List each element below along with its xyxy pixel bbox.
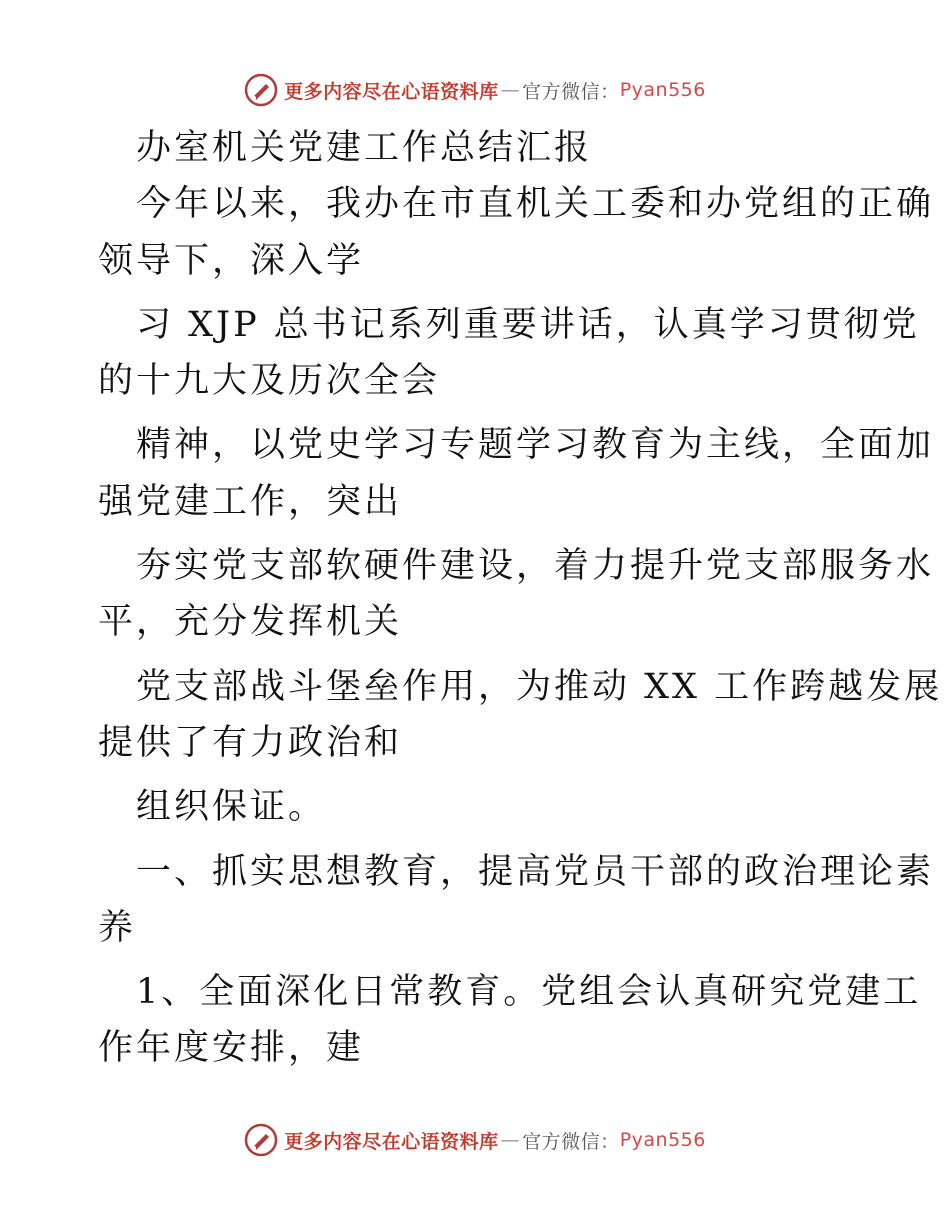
paragraph-line: 组织保证。	[136, 787, 327, 828]
section-heading: 养	[98, 907, 137, 948]
pen-logo-icon	[244, 1123, 278, 1157]
watermark-wechat-id: Pyan556	[619, 1129, 706, 1151]
paragraph-line: 领导下，深入学	[98, 240, 365, 281]
paragraph-line: 强党建工作，突出	[98, 481, 403, 522]
watermark-separator: —	[500, 1129, 521, 1151]
paragraph-line: 提供了有力政治和	[98, 722, 403, 763]
watermark-footer	[0, 1120, 950, 1160]
watermark-brand: 更多内容尽在心语资料库	[284, 80, 499, 103]
paragraph-line: 今年以来，我办在市直机关工委和办党组的正确	[136, 184, 935, 225]
pen-logo-icon	[244, 73, 278, 107]
watermark-header	[0, 70, 950, 110]
paragraph-line: 夯实党支部软硬件建设，着力提升党支部服务水	[136, 546, 935, 587]
watermark-separator: —	[500, 79, 521, 101]
paragraph-line: 习 XJP 总书记系列重要讲话，认真学习贯彻党	[136, 304, 920, 345]
document-title: 办室机关党建工作总结汇报	[136, 128, 593, 168]
paragraph-line: 作年度安排，建	[98, 1028, 365, 1069]
watermark-wechat-label: 官方微信：	[522, 1130, 620, 1153]
watermark-wechat-id: Pyan556	[619, 79, 706, 101]
paragraph-line: 党支部战斗堡垒作用，为推动 XX 工作跨越发展	[136, 666, 943, 707]
paragraph-line: 1、全面深化日常教育。党组会认真研究党建工	[136, 972, 922, 1013]
watermark-wechat-label: 官方微信：	[522, 80, 620, 103]
section-heading: 一、抓实思想教育，提高党员干部的政治理论素	[136, 851, 935, 892]
paragraph-line: 平，充分发挥机关	[98, 602, 403, 643]
watermark-brand: 更多内容尽在心语资料库	[284, 1130, 499, 1153]
paragraph-line: 精神，以党史学习专题学习教育为主线，全面加	[136, 425, 935, 466]
paragraph-line: 的十九大及历次全会	[98, 361, 441, 402]
document-body	[98, 120, 943, 1077]
